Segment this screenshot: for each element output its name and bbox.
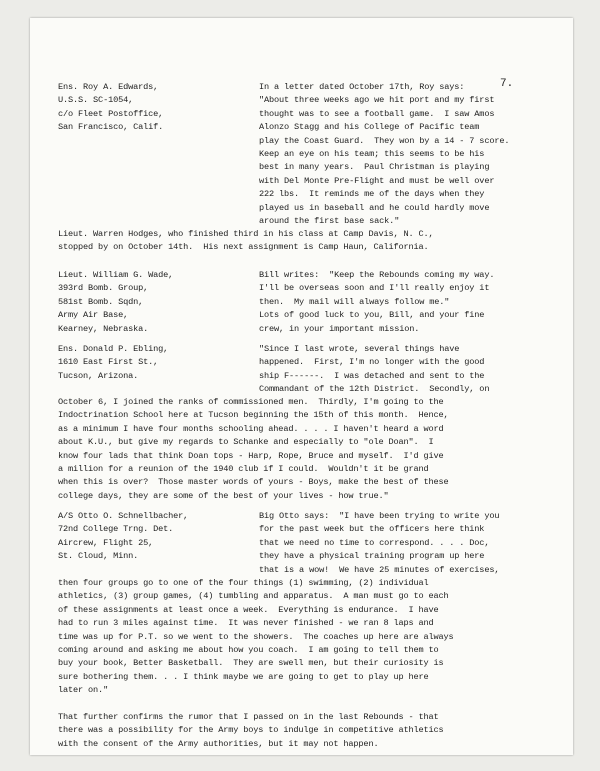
letter-donald-ebling-continued (58, 396, 449, 503)
text-line: "Since I last wrote, several things have (259, 344, 460, 354)
text-line: stopped by on October 14th. His next assignment is Camp Haun, California. (58, 242, 429, 253)
text-line: thought was to see a football game. I saw Amos (259, 108, 495, 119)
text-line: 393rd Bomb. Group, (58, 283, 149, 294)
text-line: then four groups go to one of the four things (1) swimming, (2) individual (58, 578, 429, 588)
text-line: time was up for P.T. so we went to the showers. The coaches up here are always (58, 631, 454, 642)
text-line: A/S Otto O. Schnellbacher, (58, 511, 189, 521)
text-line: with the consent of the Army authorities, but it may not happen. (58, 738, 379, 749)
text-line: know four lads that think Doan tops - Harp, Rope, Bruce and myself. I'd give (58, 450, 444, 461)
text-line: San Francisco, Calif. (58, 122, 164, 133)
text-line: Ens. Roy A. Edwards, (58, 82, 159, 92)
text-line: that is a wow! We have 25 minutes of exercises, (259, 564, 500, 575)
text-line: crew, in your important mission. (259, 323, 420, 334)
text-line: ship F------. I was detached and sent to the (259, 370, 485, 381)
text-line: In a letter dated October 17th, Roy says: (259, 82, 465, 92)
text-line: October 6, I joined the ranks of commissioned men. Thirdly, I'm going to the (58, 397, 444, 407)
text-line: Keep an eye on his team; this seems to be his (259, 148, 485, 159)
text-line: U.S.S. SC-1054, (58, 95, 134, 106)
text-line: "About three weeks ago we hit port and my first (259, 95, 495, 106)
letter-roy-edwards (259, 81, 509, 228)
text-line: Indoctrination School here at Tucson beginning the 15th of this month. Hence, (58, 410, 449, 421)
text-line: Kearney, Nebraska. (58, 323, 149, 334)
text-line: That further confirms the rumor that I passed on in the last Rebounds - that (58, 712, 439, 722)
text-line: as a minimum I have four months schooling ahead. . . . I haven't heard a word (58, 423, 444, 434)
text-line: best in many years. Paul Christman is playing (259, 162, 490, 173)
letter-william-wade (259, 269, 494, 336)
text-line: that we need no time to correspond. . . . Doc, (259, 537, 490, 548)
text-line: a million for a reunion of the 1940 club if I could. Wouldn't it be grand (58, 463, 429, 474)
text-line: play the Coast Guard. They won by a 14 - 7 score. (259, 135, 510, 146)
text-line: Big Otto says: "I have been trying to write you (259, 511, 500, 521)
text-line: for the past week but the officers here think (259, 524, 485, 535)
text-line: college days, they are some of the best of your lives - how true." (58, 490, 389, 501)
text-line: there was a possibility for the Army boys to indulge in competitive athletics (58, 725, 444, 736)
text-line: Bill writes: "Keep the Rebounds coming my way. (259, 270, 495, 280)
text-line: Aircrew, Flight 25, (58, 537, 154, 548)
text-line: 72nd College Trng. Det. (58, 524, 174, 535)
text-line: Lieut. Warren Hodges, who finished third in his class at Camp Davis, N. C., (58, 229, 434, 239)
text-line: when this is over? Those master words of yours - Boys, make the best of these (58, 477, 449, 488)
text-line: buy your book, Better Basketball. They are swell men, but their curiosity is (58, 658, 444, 669)
page-number: 7. (500, 78, 514, 90)
text-line: of these assignments at least once a week. Everything is endurance. I have (58, 604, 439, 615)
text-line: 581st Bomb. Sqdn, (58, 296, 144, 307)
text-line: they have a physical training program up here (259, 551, 485, 562)
text-line: athletics, (3) group games, (4) tumbling and apparatus. A man must go to each (58, 591, 449, 602)
address-roy-edwards (58, 81, 163, 135)
letter-otto-schnellbacher (259, 510, 499, 577)
text-line: c/o Fleet Postoffice, (58, 108, 164, 119)
closing-paragraph (58, 711, 444, 751)
text-line: 222 lbs. It reminds me of the days when they (259, 189, 485, 200)
text-line: Tucson, Arizona. (58, 370, 139, 381)
text-line: Alonzo Stagg and his College of Pacific team (259, 122, 480, 133)
address-donald-ebling (58, 343, 168, 383)
text-line: I'll be overseas soon and I'll really enjoy it (259, 283, 490, 294)
text-line: Ens. Donald P. Ebling, (58, 344, 169, 354)
text-line: 1610 East First St., (58, 357, 159, 368)
text-line: about K.U., but give my regards to Schanke and especially to "ole Doan". I (58, 437, 434, 448)
note-warren-hodges (58, 228, 434, 255)
text-line: Lieut. William G. Wade, (58, 270, 174, 280)
text-line: around the first base sack." (259, 215, 400, 226)
text-line: happened. First, I'm no longer with the good (259, 357, 485, 368)
address-william-wade (58, 269, 173, 336)
text-line: Commandant of the 12th District. Secondly, on (259, 384, 490, 395)
text-line: then. My mail will always follow me." (259, 296, 450, 307)
letter-donald-ebling (259, 343, 489, 397)
text-line: Army Air Base, (58, 310, 129, 321)
text-line: sure bothering them. . . I think maybe we are going to get to play up here (58, 671, 429, 682)
typewritten-page (30, 18, 573, 755)
text-line: Lots of good luck to you, Bill, and your fine (259, 310, 485, 321)
address-otto-schnellbacher (58, 510, 188, 564)
text-line: coming around and asking me about how you coach. I am going to tell them to (58, 644, 439, 655)
text-line: played us in baseball and he could hardly move (259, 202, 490, 213)
text-line: later on." (58, 685, 109, 696)
text-line: with Del Monte Pre-Flight and must be well over (259, 175, 495, 186)
text-line: St. Cloud, Minn. (58, 551, 139, 562)
text-line: had to run 3 miles against time. It was never finished - we ran 8 laps and (58, 618, 434, 629)
letter-otto-schnellbacher-continued (58, 577, 454, 698)
